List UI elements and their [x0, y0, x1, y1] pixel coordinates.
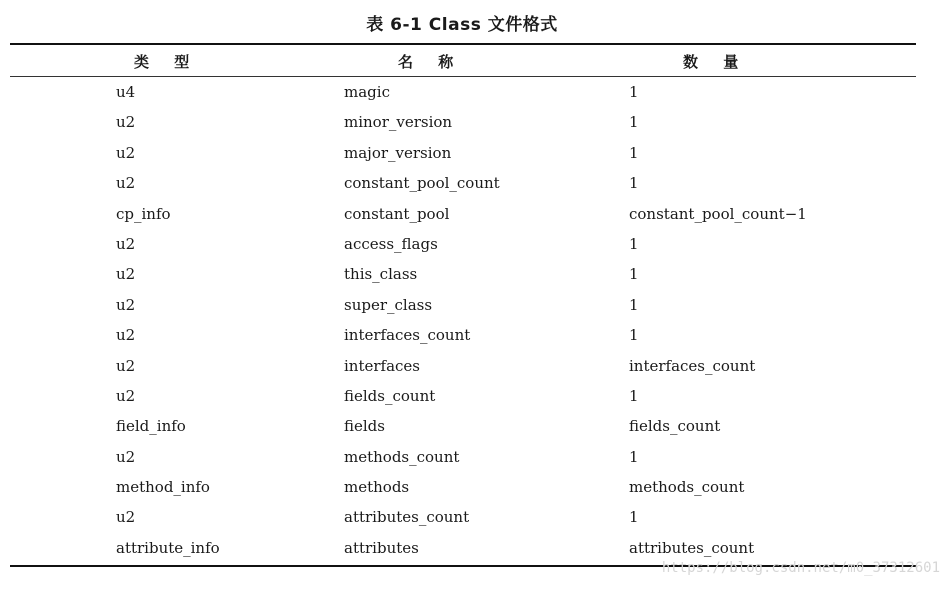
cell-name: major_version: [344, 143, 452, 162]
cell-name: minor_version: [344, 113, 453, 132]
table-row: [0, 291, 952, 321]
cell-name: attributes: [344, 538, 419, 557]
cell-type: u2: [116, 326, 136, 345]
cell-name: methods_count: [344, 447, 460, 466]
cell-type: field_info: [116, 417, 186, 436]
cell-count: fields_count: [629, 417, 721, 436]
table-row: [0, 139, 952, 169]
table-row: [0, 473, 952, 503]
cell-count: 1: [629, 113, 639, 132]
cell-type: u2: [116, 234, 136, 253]
cell-name: interfaces_count: [344, 326, 471, 345]
cell-type: u2: [116, 356, 136, 375]
table-row: [0, 412, 952, 442]
cell-name: this_class: [344, 265, 418, 284]
cell-count: interfaces_count: [629, 356, 756, 375]
table-row: [0, 382, 952, 412]
table-row: [0, 260, 952, 290]
cell-name: magic: [344, 83, 390, 101]
table-row: [0, 230, 952, 260]
header-count: 数 量: [683, 53, 749, 71]
cell-count: 1: [629, 83, 639, 101]
table-row: [0, 108, 952, 138]
header-type: 类 型: [134, 53, 200, 71]
cell-name: constant_pool_count: [344, 174, 500, 193]
cell-type: u2: [116, 113, 136, 132]
cell-type: u4: [116, 83, 136, 101]
table-row: [0, 200, 952, 230]
cell-name: methods: [344, 478, 410, 497]
table-body: [0, 78, 952, 564]
cell-type: u2: [116, 295, 136, 314]
cell-count: methods_count: [629, 478, 745, 497]
cell-type: u2: [116, 174, 136, 193]
cell-name: attributes_count: [344, 508, 470, 527]
cell-type: u2: [116, 447, 136, 466]
cell-type: u2: [116, 265, 136, 284]
cell-type: u2: [116, 386, 136, 405]
table-row: [0, 78, 952, 108]
cell-count: 1: [629, 447, 639, 466]
cell-count: 1: [629, 143, 639, 162]
cell-count: 1: [629, 265, 639, 284]
cell-name: constant_pool: [344, 204, 450, 223]
table-header-rule: [10, 76, 916, 77]
cell-count: 1: [629, 295, 639, 314]
cell-type: attribute_info: [116, 538, 220, 557]
watermark: https://blog.csdn.net/m0_37312601: [661, 560, 940, 576]
cell-count: 1: [629, 174, 639, 193]
table-title: 表 6-1 Class 文件格式: [366, 15, 558, 35]
header-name: 名 称: [398, 53, 464, 71]
cell-type: cp_info: [116, 204, 171, 223]
cell-count: constant_pool_count−1: [629, 204, 807, 223]
table-top-rule: [10, 43, 916, 45]
table-row: [0, 169, 952, 199]
cell-type: u2: [116, 508, 136, 527]
cell-name: interfaces: [344, 356, 421, 375]
table-row: [0, 503, 952, 533]
cell-count: 1: [629, 234, 639, 253]
cell-name: access_flags: [344, 234, 438, 253]
cell-count: 1: [629, 508, 639, 527]
table-row: [0, 443, 952, 473]
cell-name: fields_count: [344, 386, 436, 405]
cell-type: method_info: [116, 478, 210, 497]
cell-name: fields: [344, 417, 385, 436]
cell-name: super_class: [344, 295, 433, 314]
cell-count: 1: [629, 386, 639, 405]
cell-type: u2: [116, 143, 136, 162]
cell-count: attributes_count: [629, 538, 755, 557]
table-row: [0, 321, 952, 351]
cell-count: 1: [629, 326, 639, 345]
table-row: [0, 352, 952, 382]
